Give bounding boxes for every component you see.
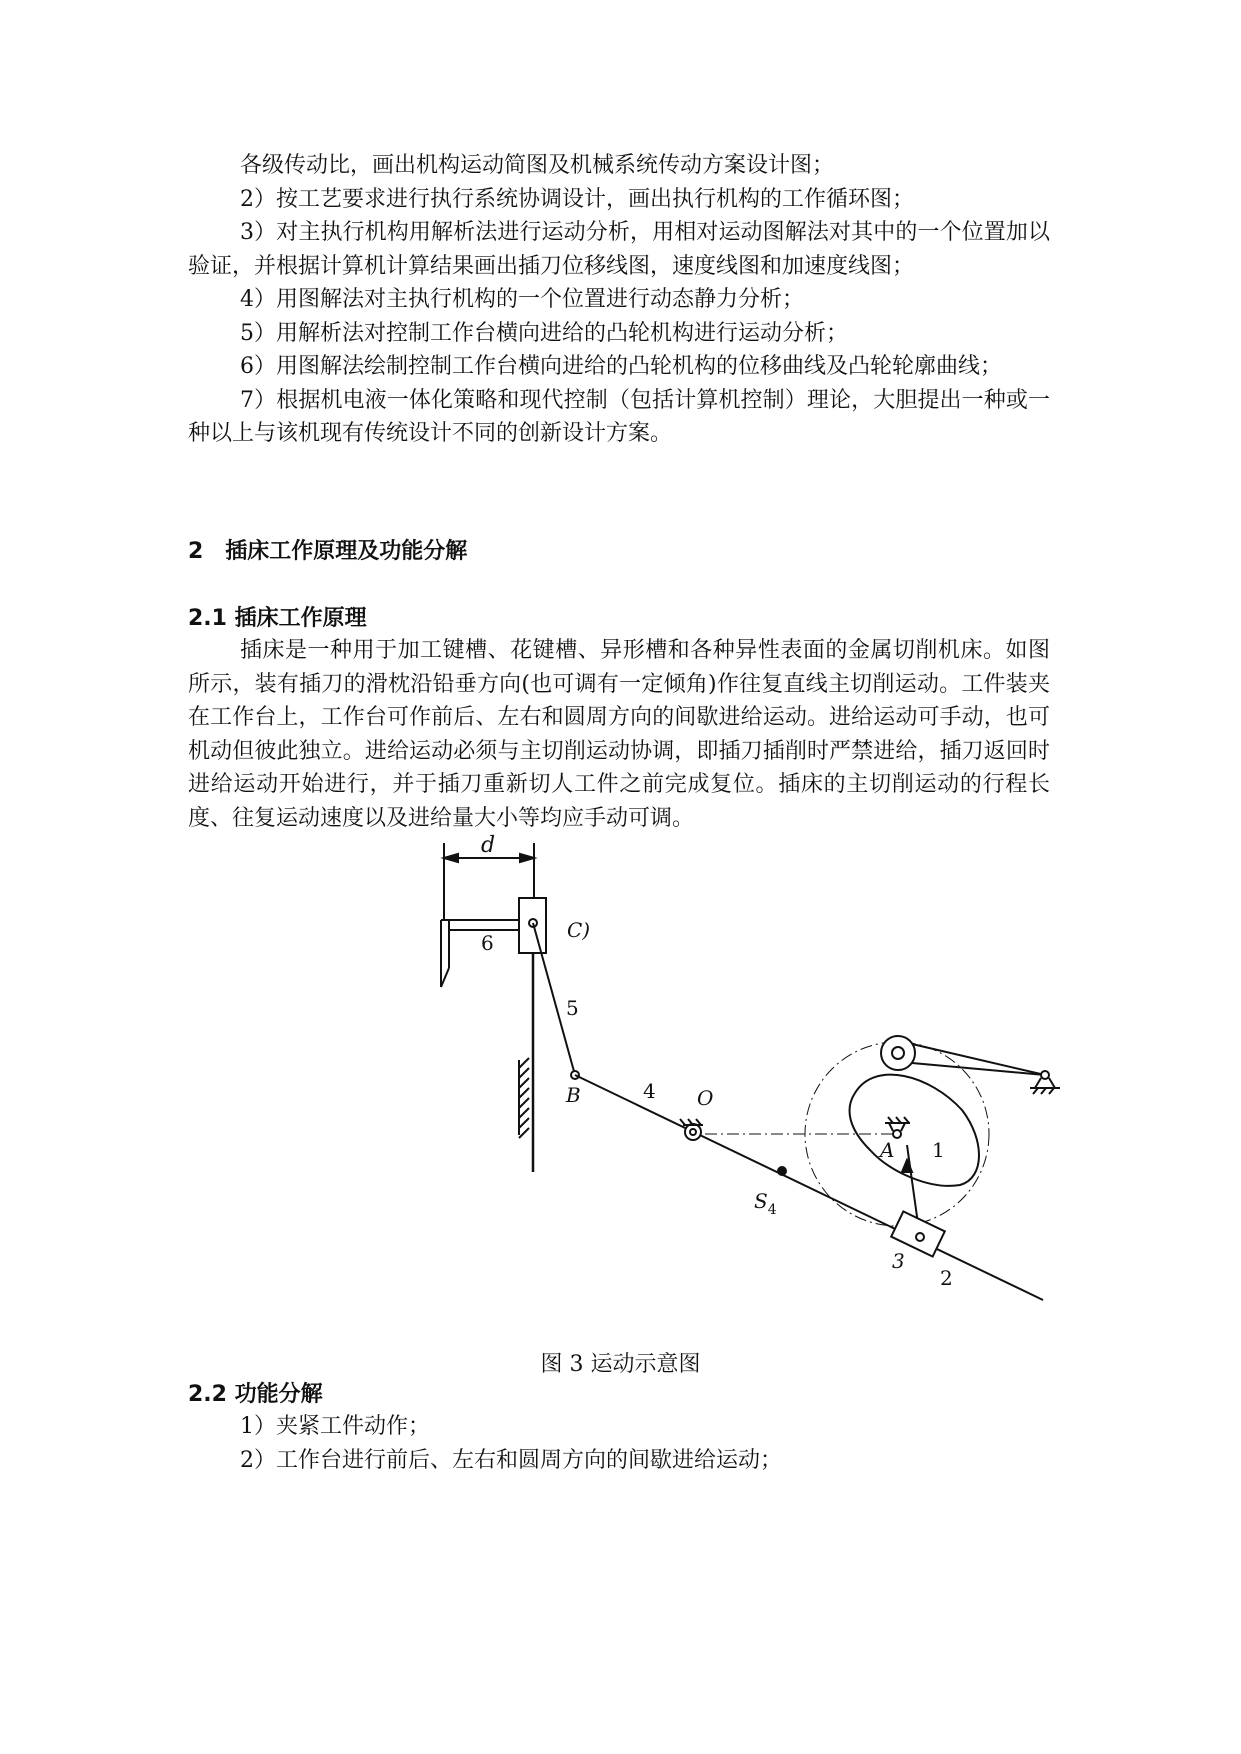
label-S4 — [754, 1189, 777, 1218]
section-2-1-body: 插床是一种用于加工键槽、花键槽、异形槽和各种异性表面的金属切削机床。如图所示，装有插刀的滑枕沿铅垂方向(也可调有一定倾角)作往复直线主切削运动。工件装夹在工作台上，工作台可作前后、左右和圆周方向的间歇进给运动。进给运动可手动，也可机动但彼此独立。进给运动必须与主切削运动协调，即插刀插削时严禁进给，插刀返回时进给运动开始进行，并于插刀重新切人工件之前完成复位。插床的主切削运动的行程长度、往复运动速度以及进给量大小等均应手动可调。 — [188, 638, 1050, 831]
function-item-1: 1）夹紧工件动作； — [240, 1414, 430, 1439]
label-1: 1 — [932, 1138, 945, 1162]
intro-item-3: 3）对主执行机构用解析法进行运动分析，用相对运动图解法对其中的一个位置加以验证，并根据计算机计算结果画出插刀位移线图，速度线图和加速度线图； — [188, 220, 1050, 279]
label-C: C) — [567, 918, 591, 942]
intro-item-6: 6）用图解法绘制控制工作台横向进给的凸轮机构的位移曲线及凸轮轮廓曲线； — [240, 354, 1002, 379]
label-B: B — [566, 1083, 581, 1107]
intro-item-4: 4）用图解法对主执行机构的一个位置进行动态静力分析； — [240, 287, 804, 312]
label-S: S — [754, 1189, 768, 1213]
section-2-2-list — [188, 1410, 1050, 1477]
label-d: d — [481, 833, 496, 858]
label-6: 6 — [481, 931, 494, 955]
intro-item-5: 5）用解析法对控制工作台横向进给的凸轮机构进行运动分析； — [240, 320, 848, 346]
section-2-title: 2 插床工作原理及功能分解 — [188, 539, 468, 564]
label-3: 3 — [892, 1249, 905, 1273]
label-S-subscript: 4 — [767, 1202, 777, 1218]
intro-item-7: 7）根据机电液一体化策略和现代控制（包括计算机控制）理论，大胆提出一种或一种以上与该机现有传统设计不同的创新设计方案。 — [188, 387, 1050, 446]
intro-item-continuation: 各级传动比，画出机构运动简图及机械系统传动方案设计图； — [240, 153, 835, 178]
intro-item-2: 2）按工艺要求进行执行系统协调设计，画出执行机构的工作循环图； — [240, 186, 914, 212]
label-4: 4 — [643, 1079, 656, 1103]
label-2: 2 — [940, 1266, 953, 1290]
figure-caption: 图 3 运动示意图 — [540, 1352, 701, 1377]
label-A: A — [880, 1138, 895, 1162]
section-2-2-title: 2.2 功能分解 — [188, 1382, 323, 1407]
label-5: 5 — [566, 996, 579, 1020]
function-item-2: 2）工作台进行前后、左右和圆周方向的间歇进给运动； — [240, 1447, 782, 1473]
label-O: O — [697, 1086, 714, 1110]
section-2-1-title: 2.1 插床工作原理 — [188, 606, 367, 631]
